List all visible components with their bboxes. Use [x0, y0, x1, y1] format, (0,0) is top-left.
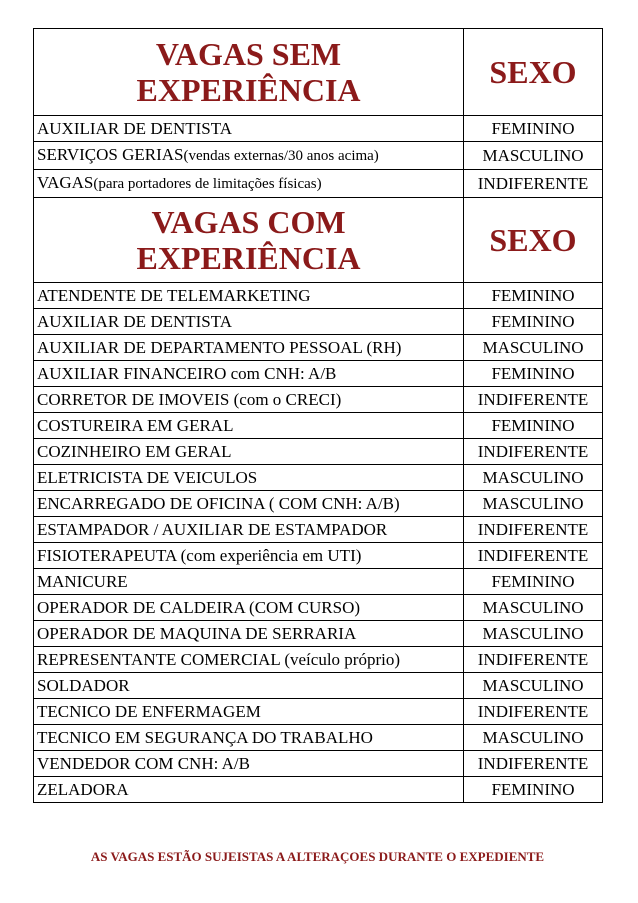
- sex-cell: FEMININO: [464, 361, 603, 387]
- job-title-cell: [34, 361, 464, 387]
- sex-cell: INDIFERENTE: [464, 543, 603, 569]
- sex-cell: MASCULINO: [464, 673, 603, 699]
- job-title: AUXILIAR FINANCEIRO com CNH: A/B: [37, 364, 337, 383]
- job-title: AUXILIAR DE DENTISTA: [37, 119, 233, 138]
- job-detail: (vendas externas/30 anos acima): [183, 148, 379, 164]
- job-title: SOLDADOR: [37, 676, 130, 695]
- job-title-cell: [34, 116, 464, 142]
- sex-cell: INDIFERENTE: [464, 439, 603, 465]
- section-title-line2: EXPERIÊNCIA: [136, 240, 361, 276]
- sex-cell: INDIFERENTE: [464, 751, 603, 777]
- job-title-cell: [34, 699, 464, 725]
- job-title-cell: [34, 387, 464, 413]
- section-title-line1: VAGAS COM: [151, 204, 346, 240]
- job-title: OPERADOR DE CALDEIRA (COM CURSO): [37, 598, 361, 617]
- table-row: [34, 116, 603, 142]
- job-title: ENCARREGADO DE OFICINA ( COM CNH: A/B): [37, 494, 400, 513]
- job-title: TECNICO DE ENFERMAGEM: [37, 702, 261, 721]
- table-row: [34, 569, 603, 595]
- job-title: ZELADORA: [37, 780, 129, 799]
- table-row: [34, 751, 603, 777]
- job-title-cell: [34, 751, 464, 777]
- table-row: [34, 465, 603, 491]
- footer-note: AS VAGAS ESTÃO SUJEISTAS A ALTERAÇOES DURANTE O EXPEDIENTE: [90, 849, 545, 864]
- section-title: [34, 29, 464, 116]
- sex-cell: FEMININO: [464, 777, 603, 803]
- job-title: COZINHEIRO EM GERAL: [37, 442, 232, 461]
- sex-cell: FEMININO: [464, 569, 603, 595]
- job-title-cell: [34, 465, 464, 491]
- job-title-cell: [34, 335, 464, 361]
- section-header-row: [34, 29, 603, 116]
- sex-cell: FEMININO: [464, 283, 603, 309]
- job-title: REPRESENTANTE COMERCIAL (veículo próprio): [37, 650, 401, 669]
- job-title-cell: [34, 413, 464, 439]
- job-title: OPERADOR DE MAQUINA DE SERRARIA: [37, 624, 357, 643]
- table-row: [34, 170, 603, 198]
- sex-column-header: SEXO: [464, 29, 603, 116]
- sex-cell: INDIFERENTE: [464, 699, 603, 725]
- table-row: [34, 543, 603, 569]
- table-row: [34, 387, 603, 413]
- table-row: [34, 647, 603, 673]
- job-title: CORRETOR DE IMOVEIS (com o CRECI): [37, 390, 342, 409]
- sex-cell: INDIFERENTE: [464, 517, 603, 543]
- table-row: [34, 439, 603, 465]
- job-title: FISIOTERAPEUTA (com experiência em UTI): [37, 546, 362, 565]
- table-row: [34, 413, 603, 439]
- job-title: SERVIÇOS GERIAS: [37, 145, 184, 164]
- job-title-cell: [34, 569, 464, 595]
- job-listings-body: [34, 29, 603, 803]
- table-row: [34, 142, 603, 170]
- table-row: [34, 777, 603, 803]
- job-title-cell: [34, 777, 464, 803]
- job-title-cell: [34, 491, 464, 517]
- job-title-cell: [34, 283, 464, 309]
- table-row: [34, 335, 603, 361]
- job-title-cell: [34, 517, 464, 543]
- section-title-line2: EXPERIÊNCIA: [136, 72, 361, 108]
- sex-cell: FEMININO: [464, 309, 603, 335]
- section-title: [34, 198, 464, 283]
- job-listings-table: [33, 28, 603, 803]
- sex-cell: INDIFERENTE: [464, 387, 603, 413]
- section-title-line1: VAGAS SEM: [155, 36, 342, 72]
- sex-cell: MASCULINO: [464, 725, 603, 751]
- sex-cell: MASCULINO: [464, 595, 603, 621]
- sex-cell: INDIFERENTE: [464, 647, 603, 673]
- table-row: [34, 491, 603, 517]
- table-row: [34, 517, 603, 543]
- table-row: [34, 673, 603, 699]
- table-row: [34, 309, 603, 335]
- job-title: ATENDENTE DE TELEMARKETING: [37, 286, 311, 305]
- table-row: [34, 699, 603, 725]
- job-title: VAGAS: [37, 173, 94, 192]
- sex-cell: FEMININO: [464, 413, 603, 439]
- sex-cell: MASCULINO: [464, 465, 603, 491]
- job-title: COSTUREIRA EM GERAL: [37, 416, 234, 435]
- sex-cell: INDIFERENTE: [464, 170, 603, 198]
- section-title-text: [84, 36, 414, 108]
- sex-cell: MASCULINO: [464, 335, 603, 361]
- table-row: [34, 361, 603, 387]
- job-title: ESTAMPADOR / AUXILIAR DE ESTAMPADOR: [37, 520, 388, 539]
- job-title-cell: [34, 170, 464, 198]
- job-title-cell: [34, 647, 464, 673]
- job-title-cell: [34, 142, 464, 170]
- job-title-cell: [34, 309, 464, 335]
- job-title-cell: [34, 673, 464, 699]
- sex-cell: MASCULINO: [464, 491, 603, 517]
- table-row: [34, 595, 603, 621]
- job-title: MANICURE: [37, 572, 128, 591]
- section-title-text: [84, 204, 414, 276]
- job-title-cell: [34, 621, 464, 647]
- job-detail: (para portadores de limitações físicas): [93, 176, 322, 192]
- job-title-cell: [34, 543, 464, 569]
- section-header-row: [34, 198, 603, 283]
- sex-cell: FEMININO: [464, 116, 603, 142]
- job-title-cell: [34, 595, 464, 621]
- job-title: ELETRICISTA DE VEICULOS: [37, 468, 258, 487]
- table-row: [34, 621, 603, 647]
- job-title: TECNICO EM SEGURANÇA DO TRABALHO: [37, 728, 373, 747]
- job-title: VENDEDOR COM CNH: A/B: [37, 754, 250, 773]
- sex-cell: MASCULINO: [464, 142, 603, 170]
- job-title: AUXILIAR DE DEPARTAMENTO PESSOAL (RH): [37, 338, 402, 357]
- table-row: [34, 283, 603, 309]
- table-row: [34, 725, 603, 751]
- job-title: AUXILIAR DE DENTISTA: [37, 312, 233, 331]
- sex-cell: MASCULINO: [464, 621, 603, 647]
- job-title-cell: [34, 725, 464, 751]
- sex-column-header: SEXO: [464, 198, 603, 283]
- job-title-cell: [34, 439, 464, 465]
